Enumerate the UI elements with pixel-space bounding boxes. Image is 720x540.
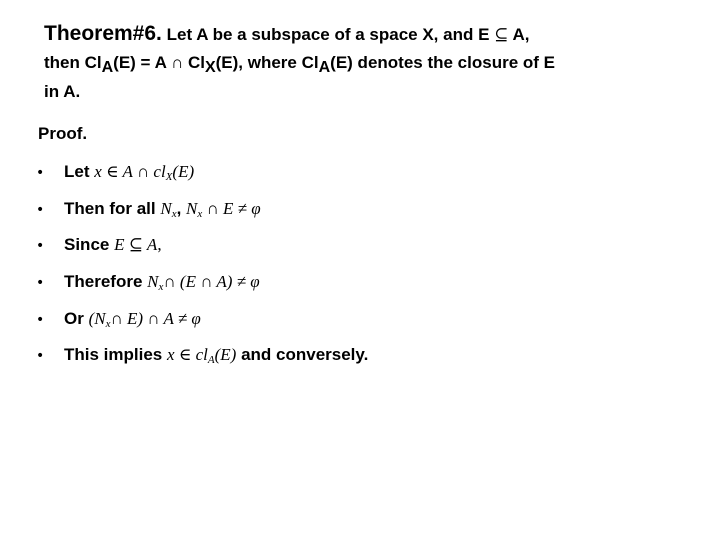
- proof-step-1: [36, 160, 194, 184]
- proof-step-math: x ∈ cl: [166, 345, 208, 364]
- proof-step-text: Therefore: [64, 272, 148, 291]
- bullet: •: [36, 312, 45, 328]
- math-subscript: X: [165, 171, 173, 183]
- proof-step-5: [36, 307, 201, 331]
- proof-step-math-2: ∩ (E ∩ A) ≠ φ: [163, 272, 260, 291]
- math-subscript: A: [207, 354, 215, 366]
- theorem-text-1b: A,: [508, 25, 530, 44]
- proof-title: Proof.: [38, 124, 88, 143]
- math-subscript: x: [171, 208, 177, 220]
- closure-subscript-a-2: A: [318, 59, 331, 76]
- theorem-text-2c: Cl: [183, 53, 205, 72]
- proof-step-tail: and conversely.: [236, 345, 369, 364]
- proof-step-text: Or: [64, 309, 89, 328]
- theorem-line-1: [44, 20, 694, 49]
- math-subscript-2: x: [197, 208, 203, 220]
- theorem-text-1a: Let A be a subspace of a space X, and E: [161, 25, 495, 44]
- theorem-text-2b: (E) = A: [113, 53, 171, 72]
- theorem-text-2a: then Cl: [44, 53, 102, 72]
- proof-step-6: [36, 343, 368, 367]
- proof-step-math-2: (E): [214, 345, 237, 364]
- proof-step-math: (N: [88, 309, 106, 328]
- proof-step-math-3: ∩ E ≠ φ: [202, 199, 261, 218]
- proof-step-math: x ∈ A ∩ cl: [94, 162, 166, 181]
- proof-step-text: Let: [64, 162, 95, 181]
- theorem-text-2d: (E), where Cl: [215, 53, 319, 72]
- proof-step-2: [36, 197, 261, 221]
- proof-step-math: N: [160, 199, 172, 218]
- proof-step-math-2: ∩ E) ∩ A ≠ φ: [110, 309, 201, 328]
- theorem-line-2: [44, 49, 694, 78]
- theorem-text-3: in A.: [44, 82, 81, 101]
- theorem-label: Theorem#6.: [44, 22, 162, 45]
- bullet: •: [36, 202, 45, 218]
- proof-step-4: [36, 270, 260, 294]
- bullet: •: [36, 348, 45, 364]
- subset-symbol: ⊆: [494, 25, 509, 44]
- math-subscript: x: [105, 318, 111, 330]
- bullet: •: [36, 275, 45, 291]
- proof-step-text: Then for all: [64, 199, 161, 218]
- proof-step-tail: ,: [157, 235, 162, 254]
- proof-step-math: E ⊆ A: [114, 235, 158, 254]
- closure-subscript-x: X: [204, 59, 216, 76]
- proof-step-3: [36, 233, 162, 257]
- proof-step-text: Since: [64, 235, 115, 254]
- bullet: •: [36, 165, 45, 181]
- proof-step-text: This implies: [64, 345, 167, 364]
- bullet: •: [36, 238, 45, 254]
- closure-subscript-a: A: [101, 59, 114, 76]
- intersection-symbol: ∩: [170, 53, 184, 72]
- proof-step-math-2: N: [186, 199, 198, 218]
- theorem-statement: [44, 20, 694, 106]
- proof-step-separator: ,: [176, 199, 187, 218]
- proof-step-math: N: [147, 272, 159, 291]
- theorem-line-3: [44, 78, 694, 106]
- math-subscript: x: [158, 281, 164, 293]
- theorem-text-2e: (E) denotes the closure of E: [330, 53, 555, 72]
- proof-step-math-2: (E): [172, 162, 195, 181]
